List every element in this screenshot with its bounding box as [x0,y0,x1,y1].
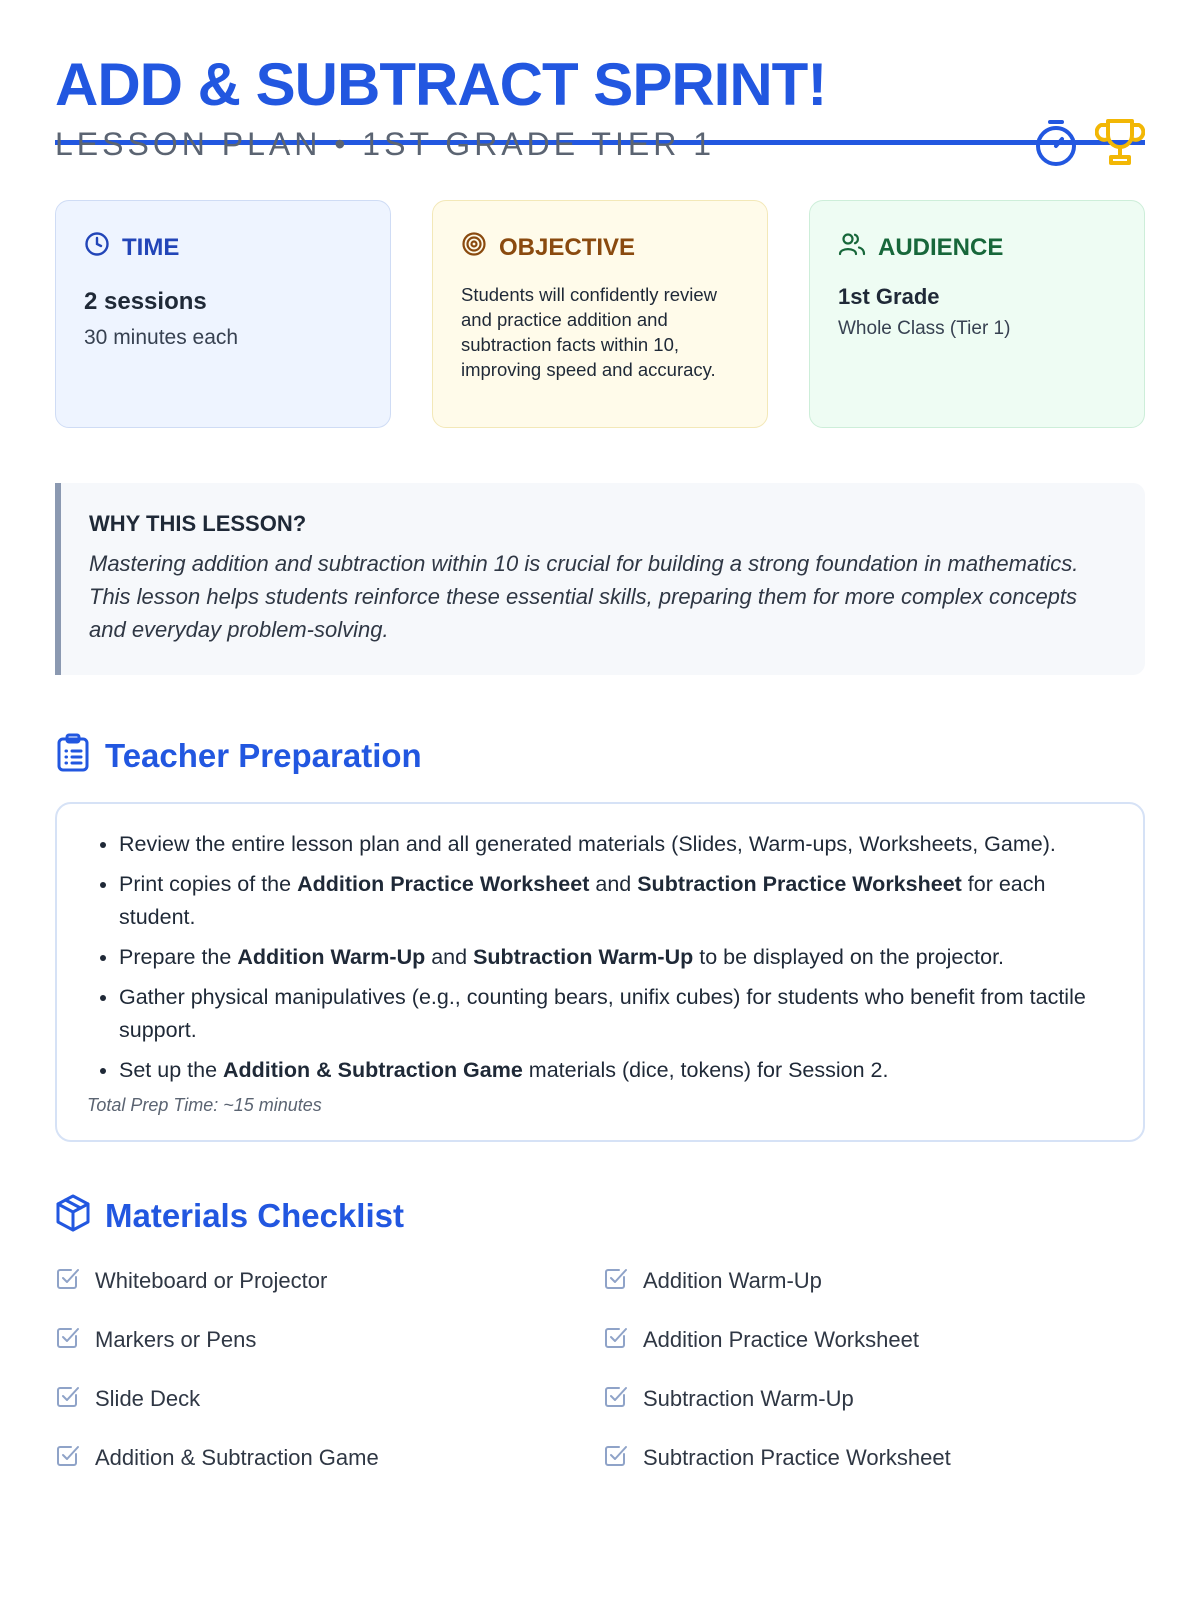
package-icon [55,1194,91,1237]
checkbox-checked-icon[interactable] [603,1442,629,1474]
materials-title: Materials Checklist [105,1196,404,1234]
prep-item-highlight: Addition Warm-Up [237,945,426,969]
time-card-detail: 30 minutes each [84,326,239,349]
materials-item-label: Subtraction Practice Worksheet [643,1444,951,1470]
materials-item[interactable] [603,1322,1143,1357]
header-icons [1035,117,1145,172]
time-card [55,200,391,428]
audience-card-label: AUDIENCE [878,233,1004,261]
checkbox-checked-icon[interactable] [55,1265,81,1297]
objective-card-header [461,231,739,264]
materials-item[interactable] [603,1263,1143,1298]
checkbox-checked-icon[interactable] [603,1383,629,1415]
checkbox-checked-icon[interactable] [55,1383,81,1415]
prep-item-text: and [589,872,638,896]
why-this-lesson [55,483,1145,675]
materials-item[interactable] [603,1440,1143,1475]
audience-card-value: 1st Grade [838,284,940,309]
prep-item-text: Review the entire lesson plan and all generated materials (Slides, Warm-ups, Worksheets, Game). [119,832,1056,856]
page-title: ADD & SUBTRACT SPRINT! [55,51,827,118]
prep-item-text: to be displayed on the projector. [693,945,1005,969]
audience-card-detail: Whole Class (Tier 1) [838,318,1011,339]
prep-item-highlight: Addition Practice Worksheet [297,872,590,896]
materials-heading [55,1194,1145,1237]
checkbox-checked-icon[interactable] [603,1324,629,1356]
materials-checklist [55,1263,1145,1475]
clock-icon [84,231,110,264]
checkbox-checked-icon[interactable] [603,1265,629,1297]
materials-item-label: Addition Warm-Up [643,1267,822,1293]
header [55,0,1145,162]
objective-card-label: OBJECTIVE [499,233,636,261]
time-card-header [84,231,362,264]
users-icon [838,231,866,264]
teacher-prep-title: Teacher Preparation [105,736,422,774]
time-card-value: 2 sessions [84,288,207,315]
materials-item[interactable] [55,1440,603,1475]
prep-item [119,868,1113,934]
prep-item [119,941,1113,974]
teacher-prep-heading [55,733,1145,778]
audience-card-header [838,231,1116,264]
materials-item-label: Whiteboard or Projector [95,1267,328,1293]
target-icon [461,231,487,264]
materials-item-label: Slide Deck [95,1385,201,1411]
materials-item-label: Addition Practice Worksheet [643,1326,919,1352]
materials-item-label: Addition & Subtraction Game [95,1444,379,1470]
prep-item-text: Print copies of the [119,872,298,896]
materials-item[interactable] [55,1263,603,1298]
prep-list [87,828,1113,1087]
materials-item[interactable] [603,1381,1143,1416]
why-text: Mastering addition and subtraction within 10 is crucial for building a strong foundation in mathematics. This lesson helps students reinforce these essential skills, preparing them for more complex concepts and everyday problem-solving. [89,551,1079,642]
page-subtitle: LESSON PLAN • 1ST GRADE TIER 1 [55,126,715,162]
stopwatch-icon [1035,119,1077,172]
materials-item[interactable] [55,1322,603,1357]
teacher-prep-box [55,802,1145,1142]
prep-total-time: Total Prep Time: ~15 minutes [87,1095,322,1115]
prep-item-text: for each student. [119,872,1046,929]
prep-item-text: and [425,945,474,969]
prep-item-text: Gather physical manipulatives (e.g., counting bears, unifix cubes) for students who benefit from tactile support. [119,985,1086,1042]
info-cards [55,200,1145,428]
prep-item-highlight: Subtraction Practice Worksheet [637,872,962,896]
prep-item-text: Set up the [119,1058,223,1082]
prep-item [119,828,1113,861]
prep-item [119,1054,1113,1087]
materials-item-label: Markers or Pens [95,1326,257,1352]
trophy-icon [1095,117,1145,172]
audience-card [809,200,1145,428]
prep-item-text: materials (dice, tokens) for Session 2. [522,1058,889,1082]
materials-item[interactable] [55,1381,603,1416]
prep-item-text: Prepare the [119,945,238,969]
why-title: WHY THIS LESSON? [89,511,307,536]
objective-card-text: Students will confidently review and practice addition and subtraction facts within 10, improving speed and accuracy. [461,284,718,380]
checkbox-checked-icon[interactable] [55,1324,81,1356]
materials-item-label: Subtraction Warm-Up [643,1385,854,1411]
prep-item [119,981,1113,1047]
checkbox-checked-icon[interactable] [55,1442,81,1474]
prep-item-highlight: Addition & Subtraction Game [223,1058,523,1082]
clipboard-icon [55,733,91,778]
objective-card [432,200,768,428]
prep-item-highlight: Subtraction Warm-Up [473,945,694,969]
time-card-label: TIME [122,233,180,261]
